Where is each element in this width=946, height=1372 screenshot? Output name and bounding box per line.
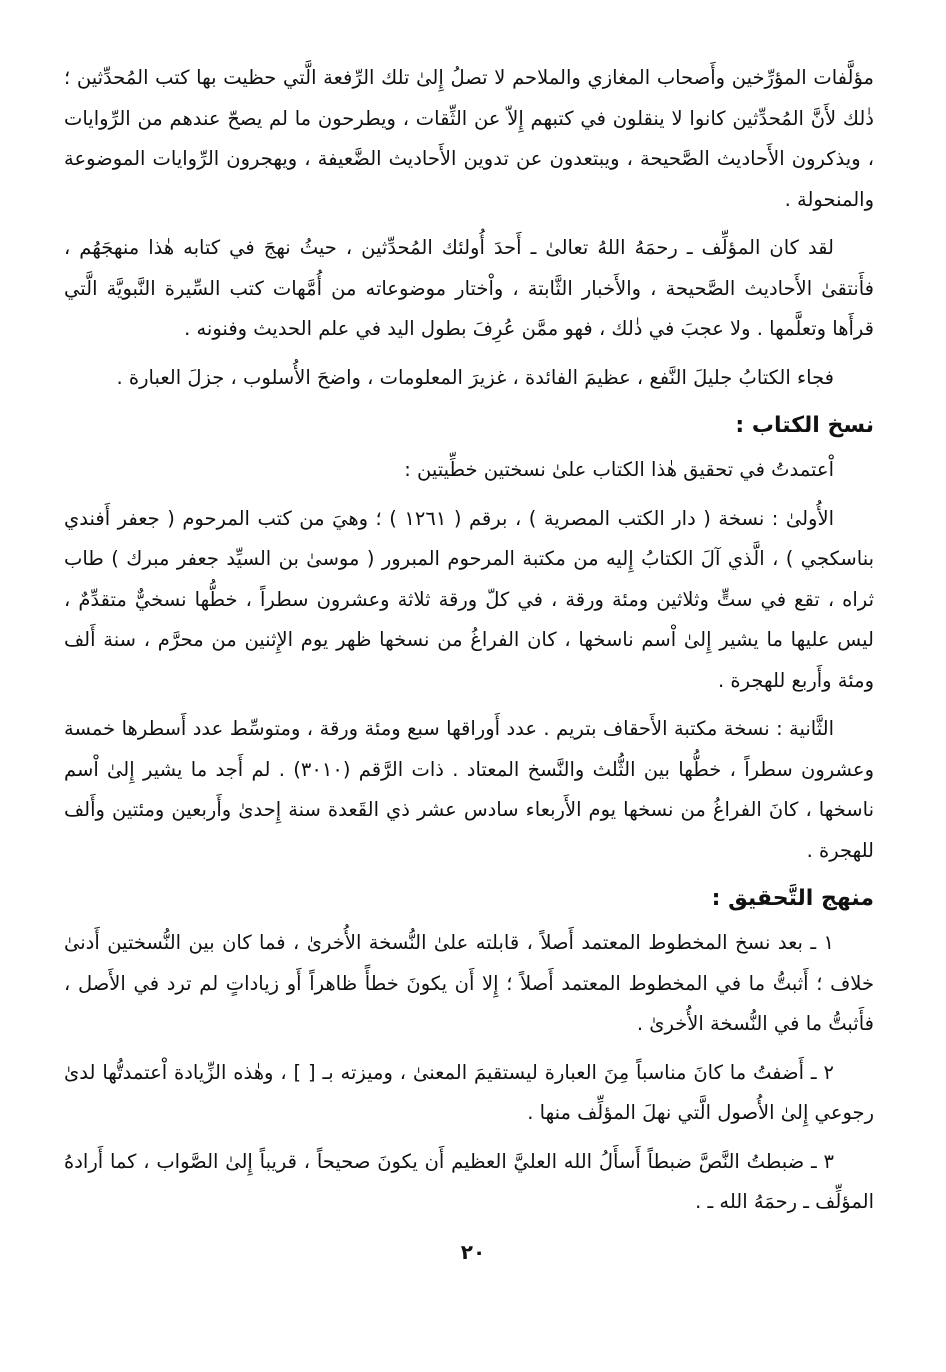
manuscript-first: الأُولىٰ : نسخة ( دار الكتب المصرية ) ، برقم ( ١٢٦١ ) ؛ وهيَ من كتب المرحوم ( جعفر أَفندي بناسكجي ) ، الَّذي آلَ الكتابُ إِليه من مكتبة المرحوم المبرور ( موسىٰ بن السيِّد جعفر مبرك ) طاب ثراه ، تقع في ستٍّ وثلاثين ومئة ورقة ، في كلّ ورقة ثلاثة وعشرون سطراً ، خطُّها نسخيٌّ متقدِّمٌ ، ليس عليها ما يشير إِلىٰ اْسم ناسخها ، كان الفراغُ من نسخها ظهر يوم الإِثنين من محرَّم ، سنة أَلف ومئة وأَربع للهجرة .	[64, 506, 874, 692]
manuscripts-intro: اْعتمدتُ في تحقيق هٰذا الكتاب علىٰ نسختين خطِّيتين :	[404, 458, 834, 481]
method-step-3: ٣ ـ ضبطتُ النَّصَّ ضبطاً أَسأَلُ الله العليَّ العظيم أَن يكونَ صحيحاً ، قريباً إِلىٰ الصَّواب ، كما أَرادهُ المؤلِّف ـ رحمَهُ الله ـ .	[64, 1149, 874, 1213]
method-step-1: ١ ـ بعد نسخ المخطوط المعتمد أَصلاً ، قابلته علىٰ النُّسخة الأُخرىٰ ، فما كان بين النُّسختين أَدنىٰ خلاف ؛ أَثبتُّ ما في المخطوط المعتمد أَصلاً ؛ إِلا أَن يكونَ خطأً ظاهراً أَو زياداتٍ لم ترد في الأَصل ، فأَثبتُّ ما في النُّسخة الأُخرىٰ .	[64, 931, 874, 1035]
page-number: ٢٠	[460, 1240, 486, 1264]
intro-paragraph-3: فجاء الكتابُ جليلَ النَّفع ، عظيمَ الفائدة ، غزيرَ المعلومات ، واضحَ الأُسلوب ، جزلَ العبارة .	[116, 365, 834, 389]
manuscript-second: الثَّانية : نسخة مكتبة الأَحقاف بتريم . عدد أَوراقها سبع ومئة ورقة ، ومتوسِّط عدد أَسطرها خمسة وعشرون سطراً ، خطُّها بين الثُّلث والنَّسخ المعتاد . ذات الرَّقم (٣٠١٠) . لم أَجد ما يشير إِلىٰ اْسم ناسخها ، كانَ الفراغُ من نسخها يوم الأَربعاء سادس عشر ذي القَعدة سنة إِحدىٰ وأَربعين ومئتين وأَلف للهجرة .	[64, 717, 874, 862]
page-body	[64, 58, 874, 1231]
method-heading: منهج التَّحقيق :	[711, 886, 874, 911]
intro-paragraph-2: لقد كان المؤلِّف ـ رحمَهُ اللهُ تعالىٰ ـ أَحدَ أُولئك المُحدِّثين ، حيثُ نهجَ في كتابه هٰذا منهجَهُم ، فأَنتقىٰ الأَحاديث الصَّحيحة ، والأَخبار الثَّابتة ، واْختار موضوعاته من أُمَّهات كتب السِّيرة النَّبويَّة الَّتي قرأَها وتعلَّمها . ولا عجبَ في ذٰلك ، فهو ممَّن عُرِفَ بطول اليد في علم الحديث وفنونه .	[64, 236, 874, 340]
manuscripts-heading: نسخ الكتاب :	[735, 413, 874, 438]
intro-paragraph-1: مؤلَّفات المؤرِّخين وأَصحاب المغازي والملاحم لا تصلُ إِلىٰ تلك الرِّفعة الَّتي حظيت بها كتب المُحدِّثين ؛ ذٰلك لأَنَّ المُحدِّثين كانوا لا ينقلون في كتبهم إِلاّ عن الثِّقات ، ويطرحون ما لم يصحّ عندهم من الرِّوايات ، ويذكرون الأَحاديث الصَّحيحة ، ويبتعدون عن تدوين الأَحاديث الضَّعيفة ، ويهجرون الرِّوايات الموضوعة والمنحولة .	[64, 66, 874, 211]
method-step-2: ٢ ـ أَضفتُ ما كانَ مناسباً مِنَ العبارة ليستقيمَ المعنىٰ ، وميزته بـ [ ] ، وهٰذه الزِّيادة اْعتمدتُّها لدىٰ رجوعي إِلىٰ الأُصول الَّتي نهلَ المؤلِّف منها .	[64, 1060, 874, 1124]
